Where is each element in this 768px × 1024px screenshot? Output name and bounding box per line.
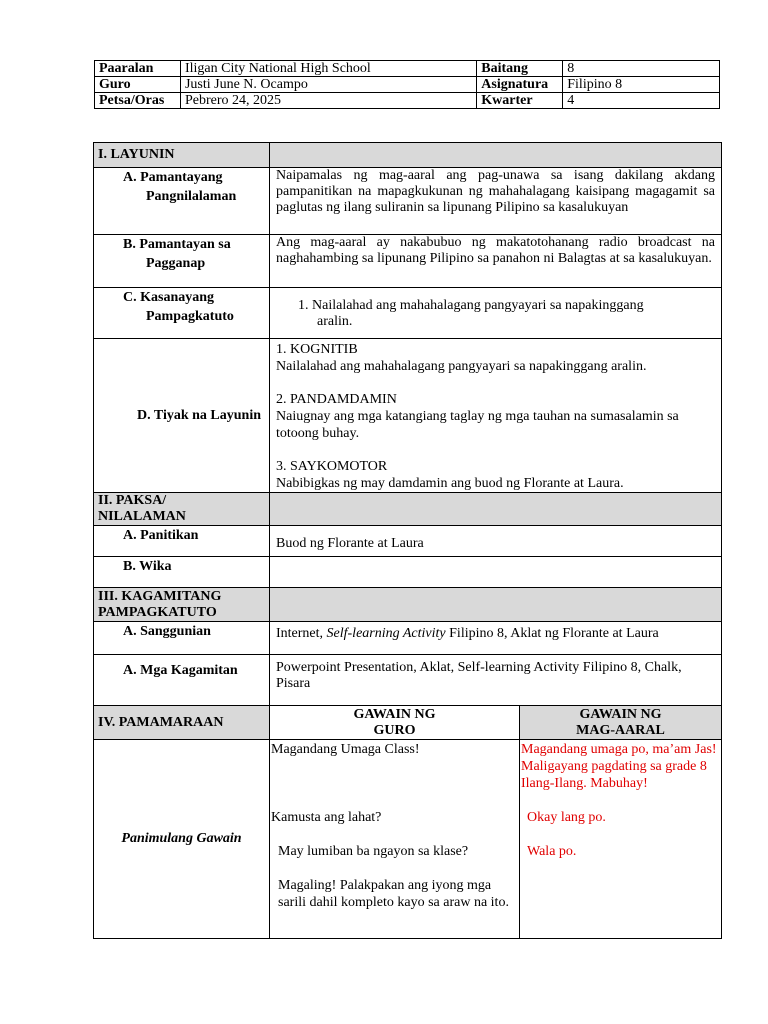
saykomotor-text: Nabibigkas ng may damdamin ang buod ng Florante at Laura. — [276, 476, 624, 491]
sanggunian-text-part2: Filipino 8, Aklat ng Florante at Laura — [445, 626, 659, 641]
layunin-a-text: Naipamalas ng mag-aaral ang pag-unawa sa isang dakilang akdang pampanitikan na mapagkukunan ng mahahalagang kaisipang magagamit sa paglutas ng ilang suliranin sa lipunang Pilipino sa kasalukuyan — [270, 168, 722, 235]
teacher-label: Guro — [95, 77, 181, 93]
paksa-row-b — [94, 557, 722, 588]
pandamdamin-title: 2. PANDAMDAMIN — [276, 392, 397, 407]
kagamitan-row-b — [94, 655, 722, 706]
info-row-date — [95, 93, 720, 109]
pamamaraan-heading: IV. PAMAMARAAN — [94, 706, 270, 740]
layunin-c-item-line1: Nailalahad ang mahahalagang pangyayari sa napakinggang — [312, 298, 644, 313]
paksa-heading-fill — [270, 493, 722, 526]
guro-lumiban: May lumiban ba ngayon sa klase? — [278, 844, 469, 859]
aaral-greeting: Magandang umaga po, ma’am Jas! Maligayang pagdating sa grade 8 Ilang-Ilang. Mabuhay! — [521, 742, 717, 791]
date-value: Pebrero 24, 2025 — [180, 93, 476, 109]
layunin-c-item-number: 1. — [298, 298, 309, 313]
kagamitan-label: A. Mga Kagamitan — [94, 655, 270, 706]
gawain-guro-heading-line2: GURO — [373, 723, 416, 738]
kagamitan-heading-line1: III. KAGAMITANG — [98, 589, 222, 604]
pandamdamin-text: Naiugnay ang mga katangiang taglay ng mga tauhan na sumasalamin sa totoong buhay. — [276, 409, 679, 441]
layunin-row-c — [94, 288, 722, 339]
gawain-guro-heading — [270, 706, 520, 740]
sanggunian-text-italic: Self-learning Activity — [326, 626, 446, 641]
layunin-a-label-line2: Pangnilalaman — [146, 189, 237, 204]
guro-kamusta: Kamusta ang lahat? — [271, 810, 382, 825]
layunin-header-row — [94, 143, 722, 168]
guro-greeting: Magandang Umaga Class! — [271, 742, 420, 757]
layunin-b-text: Ang mag-aaral ay nakabubuo ng makatotohanang radio broadcast na naghahambing sa lipunang Pilipino sa panahon ni Balagtas at sa kasalukuyan. — [270, 235, 722, 288]
info-row-teacher — [95, 77, 720, 93]
layunin-c-label-line2: Pampagkatuto — [146, 309, 234, 324]
paksa-heading — [94, 493, 270, 526]
layunin-b-label — [94, 235, 270, 288]
layunin-row-b — [94, 235, 722, 288]
layunin-heading-fill — [270, 143, 722, 168]
paksa-heading-line2: NILALAMAN — [98, 509, 186, 524]
layunin-b-label-line1: B. Pamantayan sa — [123, 237, 231, 252]
paksa-header-row — [94, 493, 722, 526]
spacer — [271, 758, 517, 809]
grade-label: Baitang — [477, 61, 563, 77]
gawain-aaral-heading — [520, 706, 722, 740]
layunin-a-label-line1: A. Pamantayang — [123, 170, 223, 185]
layunin-c-label-line1: C. Kasanayang — [123, 290, 215, 305]
kagamitan-heading-fill — [270, 588, 722, 622]
kagamitan-heading-line2: PAMPAGKATUTO — [98, 605, 217, 620]
panitikan-text: Buod ng Florante at Laura — [270, 526, 722, 557]
aaral-okay: Okay lang po. — [527, 810, 606, 825]
gawain-aaral-heading-line2: MAG-AARAL — [576, 723, 665, 738]
spacer — [271, 860, 517, 877]
quarter-label: Kwarter — [477, 93, 563, 109]
grade-value: 8 — [563, 61, 720, 77]
layunin-b-label-line2: Pagganap — [146, 256, 206, 271]
subject-value: Filipino 8 — [563, 77, 720, 93]
aaral-wala: Wala po. — [527, 844, 577, 859]
aaral-activities — [520, 740, 722, 939]
spacer — [521, 826, 719, 843]
kognitib-text: Nailalahad ang mahahalagang pangyayari sa napakinggang aralin. — [276, 359, 647, 374]
layunin-d-label: D. Tiyak na Layunin — [94, 339, 270, 493]
guro-magaling: Magaling! Palakpakan ang iyong mga sarili dahil kompleto kayo sa araw na ito. — [278, 878, 509, 910]
saykomotor-title: 3. SAYKOMOTOR — [276, 459, 388, 474]
layunin-a-label — [94, 168, 270, 235]
school-label: Paaralan — [95, 61, 181, 77]
sanggunian-text — [270, 622, 722, 655]
layunin-c-text — [270, 288, 722, 339]
kagamitan-header-row — [94, 588, 722, 622]
gawain-aaral-heading-line1: GAWAIN NG — [579, 707, 662, 722]
panimulang-gawain-label: Panimulang Gawain — [94, 740, 270, 939]
spacer — [521, 792, 719, 809]
spacer — [271, 826, 517, 843]
layunin-c-item-line2: aralin. — [317, 314, 353, 329]
info-row-school — [95, 61, 720, 77]
layunin-d-text — [270, 339, 722, 493]
school-value: Iligan City National High School — [180, 61, 476, 77]
kagamitan-row-a — [94, 622, 722, 655]
panimulang-gawain-row — [94, 740, 722, 939]
layunin-row-d — [94, 339, 722, 493]
date-label: Petsa/Oras — [95, 93, 181, 109]
panitikan-label: A. Panitikan — [94, 526, 270, 557]
kagamitan-text: Powerpoint Presentation, Aklat, Self-learning Activity Filipino 8, Chalk, Pisara — [270, 655, 722, 706]
paksa-heading-line1: II. PAKSA/ — [98, 493, 167, 508]
pamamaraan-header-row — [94, 706, 722, 740]
layunin-row-a — [94, 168, 722, 235]
kagamitan-heading — [94, 588, 270, 622]
gawain-guro-heading-line1: GAWAIN NG — [353, 707, 436, 722]
spacer — [276, 375, 715, 391]
teacher-value: Justi June N. Ocampo — [180, 77, 476, 93]
sanggunian-label: A. Sanggunian — [94, 622, 270, 655]
subject-label: Asignatura — [477, 77, 563, 93]
spacer — [276, 442, 715, 458]
quarter-value: 4 — [563, 93, 720, 109]
wika-label: B. Wika — [94, 557, 270, 588]
kognitib-title: 1. KOGNITIB — [276, 342, 358, 357]
layunin-c-label — [94, 288, 270, 339]
lesson-plan-table — [93, 142, 722, 939]
wika-text — [270, 557, 722, 588]
layunin-heading: I. LAYUNIN — [94, 143, 270, 168]
sanggunian-text-part1: Internet, — [276, 626, 327, 641]
paksa-row-a — [94, 526, 722, 557]
header-info-table — [94, 60, 720, 109]
guro-activities — [270, 740, 520, 939]
